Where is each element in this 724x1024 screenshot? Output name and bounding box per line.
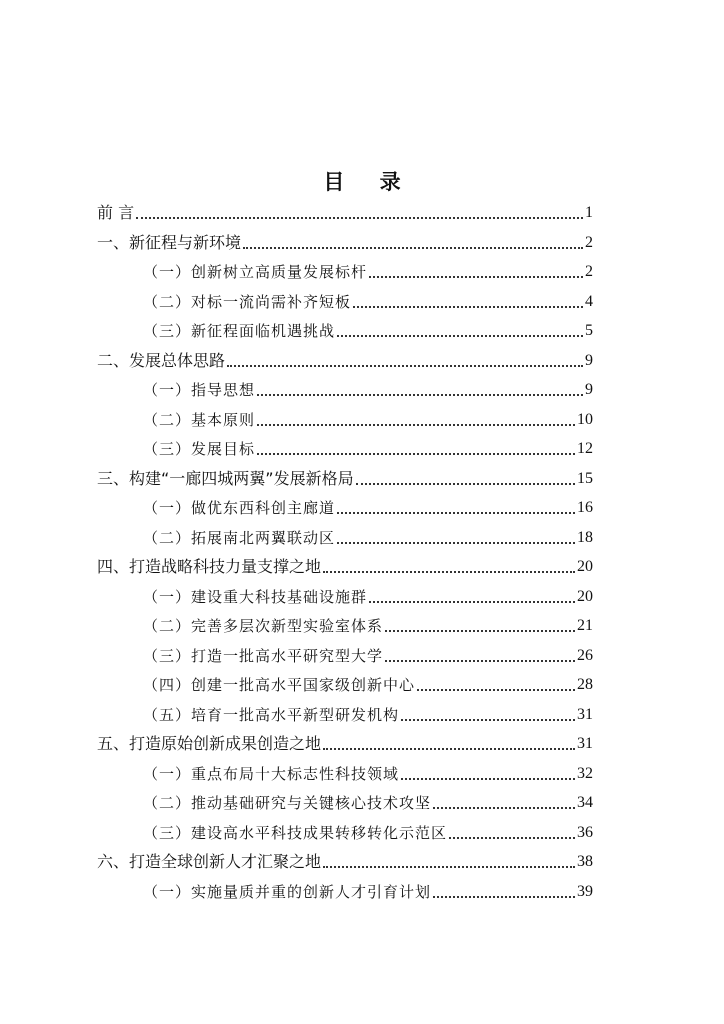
toc-entry-page: 12 <box>577 440 593 457</box>
toc-entry-label: （二）基本原则 <box>143 410 256 429</box>
toc-entry[interactable] <box>143 255 593 281</box>
toc-dot-leader <box>449 836 575 839</box>
toc-entry-page: 31 <box>577 735 593 752</box>
toc-dot-leader <box>401 777 575 780</box>
toc-entry-label: （一）实施量质并重的创新人才引育计划 <box>143 882 432 901</box>
toc-dot-leader <box>369 600 575 603</box>
toc-entry[interactable] <box>143 639 593 665</box>
toc-entry[interactable] <box>143 314 593 340</box>
toc-entry[interactable] <box>97 226 593 252</box>
toc-dot-leader <box>385 659 575 662</box>
toc-dot-leader <box>337 334 583 337</box>
toc-entry-label: （一）建设重大科技基础设施群 <box>143 587 368 606</box>
toc-entry-label: （五）培育一批高水平新型研发机构 <box>143 705 400 724</box>
toc-dot-leader <box>417 688 575 691</box>
toc-dot-leader <box>369 275 583 278</box>
toc-entry[interactable] <box>97 550 593 576</box>
toc-entry-label: 三、构建“一廊四城两翼”发展新格局 <box>97 468 354 488</box>
toc-entry-label: 六、打造全球创新人才汇聚之地 <box>97 852 322 871</box>
toc-entry-label: 四、打造战略科技力量支撑之地 <box>97 557 322 576</box>
toc-entry-page: 31 <box>577 705 593 723</box>
toc-entry[interactable] <box>143 698 593 724</box>
toc-dot-leader <box>243 246 583 249</box>
toc-entry-page: 18 <box>577 528 593 546</box>
toc-dot-leader <box>136 216 583 219</box>
toc-entry-label: （一）做优东西科创主廊道 <box>143 499 336 517</box>
toc-entry-page: 26 <box>577 646 593 664</box>
toc-entry[interactable] <box>143 668 593 694</box>
toc-entry-page: 34 <box>577 794 593 811</box>
toc-entry-label: （三）发展目标 <box>143 440 256 458</box>
toc-entry[interactable] <box>143 285 593 311</box>
toc-entry-label: （三）新征程面临机遇挑战 <box>143 322 336 340</box>
toc-entry-page: 4 <box>585 292 593 310</box>
toc-entry-page: 9 <box>585 381 593 398</box>
toc-entry-page: 2 <box>585 233 593 251</box>
toc-entry-page: 20 <box>577 558 593 575</box>
toc-entry-page: 32 <box>577 764 593 782</box>
toc-entry[interactable] <box>143 580 593 606</box>
toc-entry[interactable] <box>97 462 593 488</box>
toc-dot-leader <box>433 806 575 809</box>
toc-dot-leader <box>257 423 575 426</box>
toc-entry[interactable] <box>97 727 593 753</box>
toc-entry-page: 38 <box>577 853 593 870</box>
page-title: 目 录 <box>323 170 415 194</box>
toc-entry-page: 20 <box>577 587 593 605</box>
toc-entry-label: （四）创建一批高水平国家级创新中心 <box>143 676 416 694</box>
toc-entry-label: （二）完善多层次新型实验室体系 <box>143 617 384 635</box>
toc-entry[interactable] <box>97 344 593 370</box>
toc-entry-page: 39 <box>577 882 593 900</box>
toc-entry-label: （三）建设高水平科技成果转移转化示范区 <box>143 823 448 842</box>
toc-entry[interactable] <box>143 521 593 547</box>
toc-entry[interactable] <box>143 875 593 901</box>
toc-dot-leader <box>385 629 575 632</box>
toc-entry-label: （一）重点布局十大标志性科技领域 <box>143 764 400 783</box>
toc-dot-leader <box>356 482 575 485</box>
toc-entry-page: 36 <box>577 823 593 841</box>
toc-dot-leader <box>353 305 583 308</box>
toc-dot-leader <box>401 718 575 721</box>
toc-entry-label: 二、发展总体思路 <box>97 350 226 370</box>
toc-dot-leader <box>323 865 575 868</box>
toc-entry-label: （一）创新树立高质量发展标杆 <box>143 263 368 281</box>
toc-entry-label: （一）指导思想 <box>143 381 256 399</box>
toc-entry-page: 28 <box>577 676 593 693</box>
toc-entry[interactable] <box>143 609 593 635</box>
toc-entry-page: 1 <box>585 204 593 221</box>
toc-entry-label: （二）对标一流尚需补齐短板 <box>143 292 352 311</box>
toc-entry-label: 一、新征程与新环境 <box>97 232 242 252</box>
toc-dot-leader <box>433 895 575 898</box>
toc-entry[interactable] <box>143 403 593 429</box>
toc-dot-leader <box>257 393 583 396</box>
toc-dot-leader <box>257 452 575 455</box>
toc-entry-label: （二）推动基础研究与关键核心技术攻坚 <box>143 794 432 812</box>
toc-dot-leader <box>323 570 575 573</box>
toc-entry-page: 10 <box>577 410 593 428</box>
toc-entry-page: 21 <box>577 617 593 634</box>
toc-entry-page: 2 <box>585 263 593 280</box>
toc-entry[interactable] <box>97 845 593 871</box>
toc-entry-label: 前 言 <box>97 203 135 222</box>
toc-entry-label: 五、打造原始创新成果创造之地 <box>97 734 322 753</box>
toc-entry-page: 5 <box>585 322 593 339</box>
toc-entry-page: 15 <box>577 469 593 487</box>
toc-entry[interactable] <box>143 373 593 399</box>
toc-entry-label: （二）拓展南北两翼联动区 <box>143 528 336 547</box>
toc-entry[interactable] <box>97 196 593 222</box>
toc-entry[interactable] <box>143 757 593 783</box>
toc-dot-leader <box>227 364 583 367</box>
toc-entry[interactable] <box>143 491 593 517</box>
toc-entry-page: 9 <box>585 351 593 369</box>
toc-dot-leader <box>337 511 575 514</box>
toc-entry-label: （三）打造一批高水平研究型大学 <box>143 646 384 665</box>
toc-dot-leader <box>337 541 575 544</box>
toc-entry[interactable] <box>143 786 593 812</box>
toc-entry[interactable] <box>143 432 593 458</box>
toc-dot-leader <box>323 747 575 750</box>
toc-entry[interactable] <box>143 816 593 842</box>
toc-entry-page: 16 <box>577 499 593 516</box>
